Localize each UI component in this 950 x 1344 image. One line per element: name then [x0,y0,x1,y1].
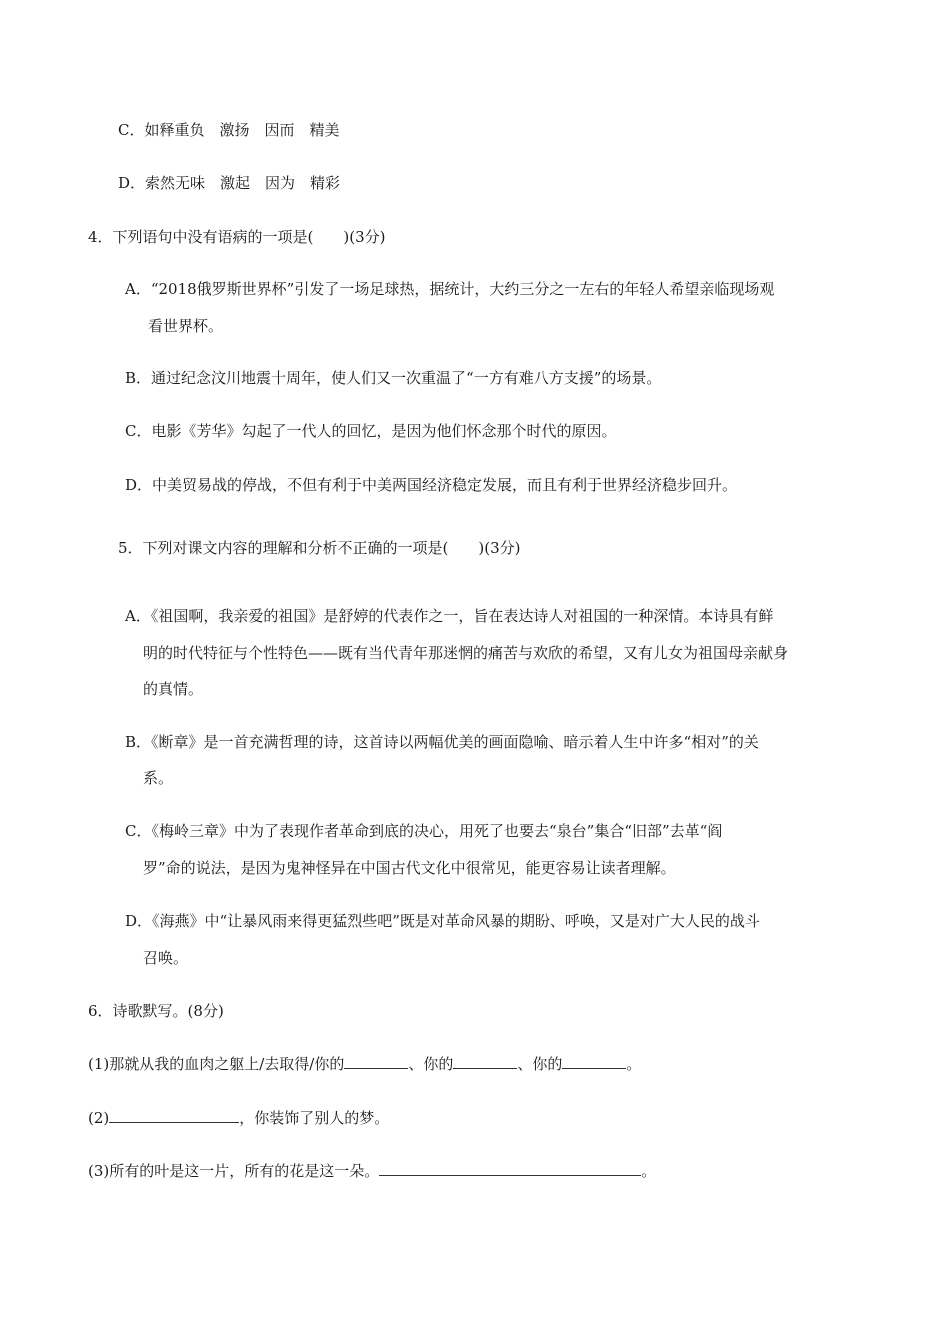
q5-option-c-line1: C．《梅岭三章》中为了表现作者革命到底的决心，用死了也要去“泉台”集合“旧部”去革“阎 [125,822,723,840]
q3-option-d: D．索然无味 激起 因为 精彩 [118,174,341,192]
q5-option-a-line2: 明的时代特征与个性特色——既有当代青年那迷惘的痛苦与欢欣的希望，又有儿女为祖国母亲献身 [143,644,789,662]
q5-option-a-line3: 的真情。 [143,680,204,698]
q6-item-1 [88,1054,641,1074]
q6-item1-end: 。 [626,1055,642,1073]
fill-blank[interactable] [379,1161,641,1176]
q5-stem: 5．下列对课文内容的理解和分析不正确的一项是( )(3分) [118,539,521,557]
q6-item3-end: 。 [641,1162,657,1180]
q3-option-c: C．如释重负 激扬 因而 精美 [118,121,340,139]
q4-option-b: B．通过纪念汶川地震十周年，使人们又一次重温了“一方有难八方支援”的场景。 [125,369,662,387]
q6-item-3 [88,1161,656,1181]
fill-blank[interactable] [344,1054,408,1069]
q5-option-d-line2: 召唤。 [143,949,189,967]
q5-option-c-line2: 罗”命的说法，是因为鬼神怪异在中国古代文化中很常见，能更容易让读者理解。 [143,859,676,877]
q6-stem: 6．诗歌默写。(8分) [88,1002,224,1020]
q6-item2-text-a: (2) [88,1109,110,1127]
fill-blank[interactable] [109,1108,239,1123]
q6-item1-text-a: (1)那就从我的血肉之躯上/去取得/你的 [88,1055,345,1073]
q4-option-a-line2: 看世界杯。 [148,317,224,335]
q4-option-a-line1: A．“2018俄罗斯世界杯”引发了一场足球热，据统计，大约三分之一左右的年轻人希望亲临现场观 [125,280,775,298]
q4-option-d: D．中美贸易战的停战，不但有利于中美两国经济稳定发展，而且有利于世界经济稳步回升。 [125,476,738,494]
q5-option-d-line1: D．《海燕》中“让暴风雨来得更猛烈些吧”既是对革命风暴的期盼、呼唤，又是对广大人民的战斗 [125,912,760,930]
fill-blank[interactable] [562,1054,626,1069]
q6-item3-text-a: (3)所有的叶是这一片，所有的花是这一朵。 [88,1162,380,1180]
q6-item2-text-b: ，你装饰了别人的梦。 [239,1109,390,1127]
q6-item1-text-c: 、你的 [517,1055,563,1073]
q5-option-b-line2: 系。 [143,769,174,787]
fill-blank[interactable] [453,1054,517,1069]
q4-option-c: C．电影《芳华》勾起了一代人的回忆，是因为他们怀念那个时代的原因。 [125,422,617,440]
q6-item-2 [88,1108,389,1128]
q6-item1-text-b: 、你的 [408,1055,454,1073]
q5-option-b-line1: B．《断章》是一首充满哲理的诗，这首诗以两幅优美的画面隐喻、暗示着人生中许多“相对”的关 [125,733,759,751]
q4-stem: 4．下列语句中没有语病的一项是( )(3分) [88,228,386,246]
q5-option-a-line1: A．《祖国啊，我亲爱的祖国》是舒婷的代表作之一，旨在表达诗人对祖国的一种深情。本诗具有鲜 [125,607,774,625]
